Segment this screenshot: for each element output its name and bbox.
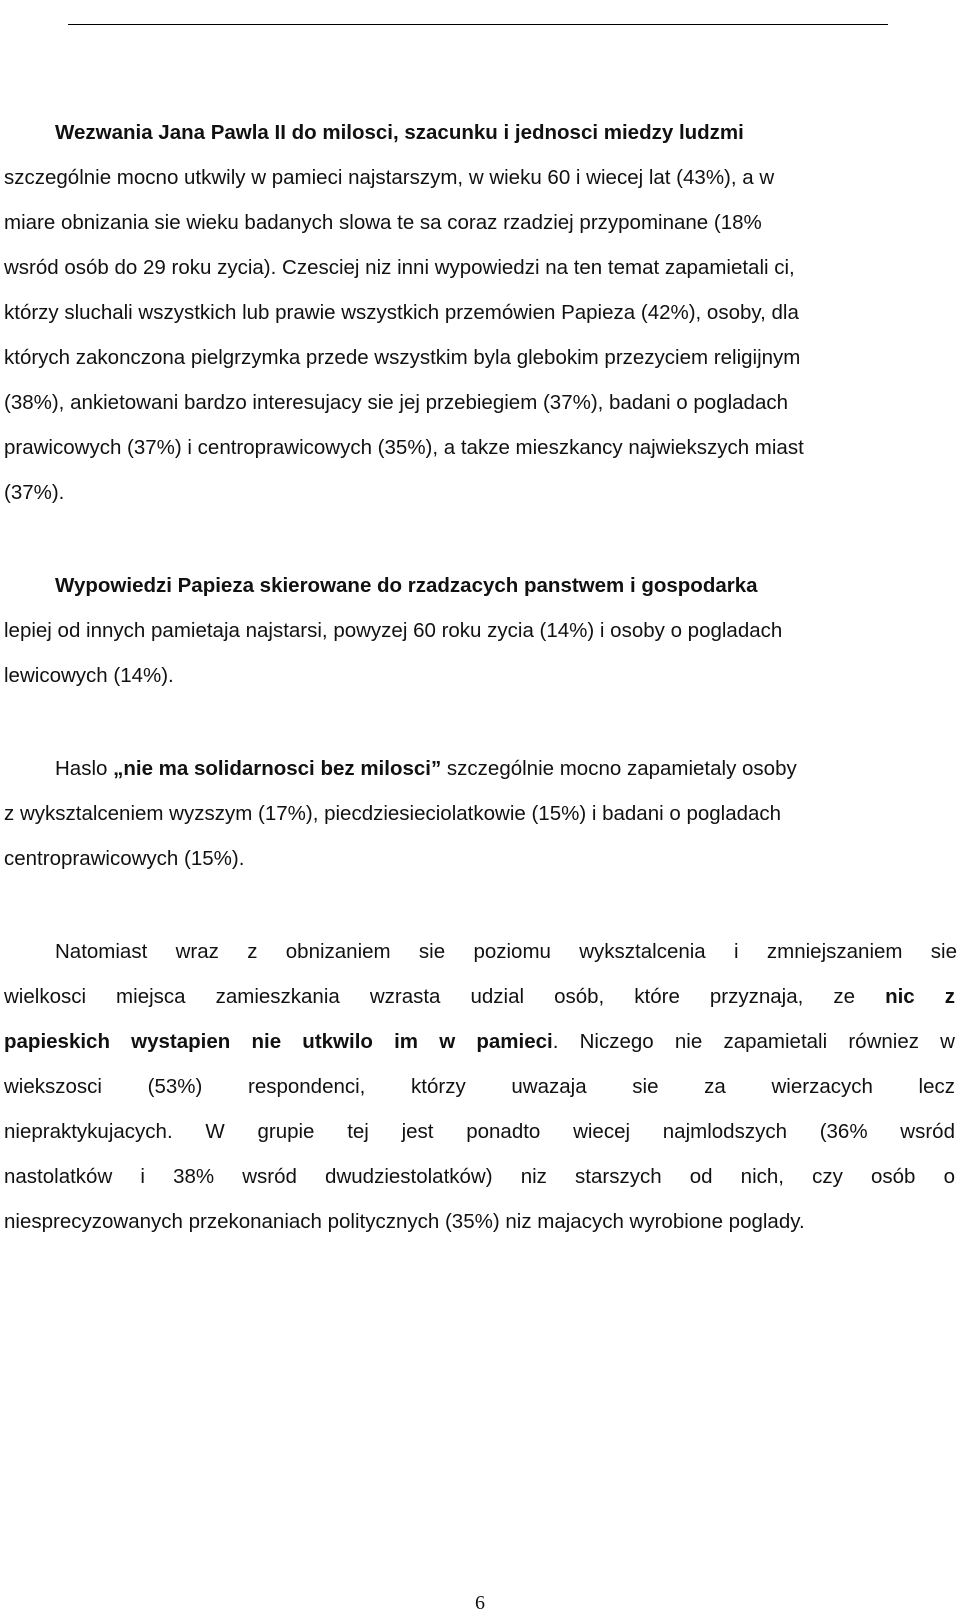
text-run: wielkosci miejsca zamieszkania wzrasta udzial osób, które przyznaja, ze — [4, 985, 886, 1008]
text-line — [0, 1019, 955, 1064]
paragraph-nothing-remembered — [0, 929, 960, 1244]
header-report-title: „Po wizycie Papieza ...” — [512, 4, 680, 21]
text-line: (38%), ankietowani bardzo interesujacy sie jej przebiegiem (37%), badani o pogladach — [4, 391, 789, 414]
bold-phrase: nic z — [885, 985, 955, 1008]
text-line: prawicowych (37%) i centroprawicowych (35%), a takze mieszkancy najwiekszych miast — [4, 436, 804, 459]
text-line: niesprecyzowanych przekonaniach politycznych (35%) niz majacych wyrobione poglady. — [4, 1210, 805, 1233]
text-line: których zakonczona pielgrzymka przede wszystkim byla glebokim przezyciem religijnym — [4, 346, 801, 369]
text-line: wiekszosci (53%) respondenci, którzy uwazaja sie za wierzacych lecz — [4, 1075, 955, 1098]
text-run: szczególnie mocno zapamietaly osoby — [441, 757, 797, 780]
text-line: lepiej od innych pamietaja najstarsi, powyzej 60 roku zycia (14%) i osoby o pogladach — [4, 619, 783, 642]
bold-phrase: papieskich wystapien nie utkwilo im w pamieci — [4, 1030, 553, 1053]
bold-lead-sentence: Wezwania Jana Pawla II do milosci, szacunku i jednosci miedzy ludzmi — [55, 121, 744, 144]
text-line: miare obnizania sie wieku badanych slowa te sa coraz rzadziej przypominane (18% — [4, 211, 762, 234]
paragraph-gap — [0, 515, 960, 563]
text-line — [0, 746, 960, 791]
paragraph-rulers-economy — [0, 563, 960, 698]
text-line: szczególnie mocno utkwily w pamieci najstarszym, w wieku 60 i wiecej lat (43%), a w — [4, 166, 775, 189]
text-line: nastolatków i 38% wsród dwudziestolatków) niz starszych od nich, czy osób o — [4, 1165, 955, 1188]
bold-slogan: „nie ma solidarnosci bez milosci” — [113, 757, 442, 780]
paragraph-solidarity-slogan — [0, 746, 960, 881]
text-line: wsród osób do 29 roku zycia). Czesciej niz inni wypowiedzi na ten temat zapamietali ci, — [4, 256, 795, 279]
text-line — [0, 974, 955, 1019]
bold-lead-sentence: Wypowiedzi Papieza skierowane do rzadzacych panstwem i gospodarka — [55, 574, 758, 597]
text-line: z wyksztalceniem wyzszym (17%), piecdziesieciolatkowie (15%) i badani o pogladach — [4, 802, 782, 825]
text-line: niepraktykujacych. W grupie tej jest ponadto wiecej najmlodszych (36% wsród — [4, 1120, 955, 1143]
text-line — [0, 110, 960, 155]
document-body — [0, 110, 960, 1244]
text-run: . Niczego nie zapamietali równiez w — [552, 1030, 955, 1053]
paragraph-love-respect-unity — [0, 110, 960, 515]
header-organization: Osrodek Badania Opinii Publicznej Sp. z o.o. — [68, 4, 387, 21]
page-number: 6 — [475, 1592, 485, 1614]
header-date: 19-21.06.1999 — [760, 4, 857, 21]
text-line: (37%). — [4, 481, 65, 504]
text-line: którzy sluchali wszystkich lub prawie wszystkich przemówien Papieza (42%), osoby, dla — [4, 301, 799, 324]
text-line — [0, 563, 960, 608]
running-header — [68, 2, 888, 25]
paragraph-gap — [0, 698, 960, 746]
text-line: lewicowych (14%). — [4, 664, 174, 687]
paragraph-gap — [0, 881, 960, 929]
text-run: Haslo — [55, 757, 114, 780]
text-line: centroprawicowych (15%). — [4, 847, 245, 870]
text-line: Natomiast wraz z obnizaniem sie poziomu wyksztalcenia i zmniejszaniem sie — [55, 940, 957, 963]
